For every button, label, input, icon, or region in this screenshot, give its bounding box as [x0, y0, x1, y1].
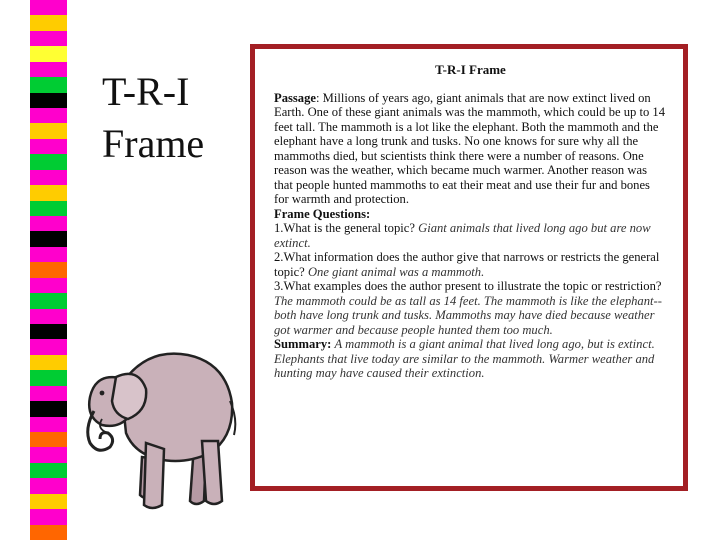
question-3-answer: The mammoth could be as tall as 14 feet. The mammoth is like the elephant--both have long trunk and tusks. Mammoths may have died because weather got warmer and because people hunted them too much. [274, 293, 662, 337]
decorative-stripe [30, 0, 67, 540]
stripe-block [30, 339, 67, 355]
stripe-block [30, 108, 67, 124]
question-2-answer: One giant animal was a mammoth. [307, 264, 485, 279]
passage [274, 91, 667, 207]
question-2 [274, 250, 667, 279]
stripe-block [30, 231, 67, 247]
question-3-text: 3.What examples does the author present to illustrate the topic or restriction? [274, 279, 662, 293]
stripe-block [30, 123, 67, 139]
stripe-block [30, 93, 67, 109]
summary-label: Summary: [274, 337, 332, 351]
stripe-block [30, 386, 67, 402]
stripe-block [30, 478, 67, 494]
stripe-block [30, 139, 67, 155]
passage-label: Passage [274, 90, 316, 105]
stripe-block [30, 463, 67, 479]
stripe-block [30, 262, 67, 278]
summary [274, 337, 667, 381]
stripe-block [30, 293, 67, 309]
stripe-block [30, 62, 67, 78]
document-title: T-R-I Frame [435, 62, 506, 77]
stripe-block [30, 0, 67, 16]
slide-title [102, 66, 204, 170]
stripe-block [30, 15, 67, 31]
stripe-block [30, 201, 67, 217]
question-3 [274, 279, 667, 337]
summary-text: A mammoth is a giant animal that lived long ago, but is extinct. Elephants that live today are similar to the mammoth. Warmer weather and hunting may have caused their extinction. [274, 337, 655, 380]
stripe-block [30, 309, 67, 325]
stripe-block [30, 355, 67, 371]
question-1-answer: Giant animals that lived long ago but are now extinct. [274, 221, 651, 250]
stripe-block [30, 370, 67, 386]
stripe-block [30, 447, 67, 463]
slide-title-line2: Frame [102, 121, 205, 166]
stripe-block [30, 401, 67, 417]
question-1-text: 1.What is the general topic? [274, 221, 415, 235]
stripe-block [30, 324, 67, 340]
stripe-block [30, 417, 67, 433]
stripe-block [30, 31, 67, 47]
stripe-block [30, 185, 67, 201]
frame-questions-heading: Frame Questions: [274, 206, 371, 221]
stripe-block [30, 247, 67, 263]
stripe-block [30, 278, 67, 294]
stripe-block [30, 46, 67, 62]
tri-frame-document [250, 44, 688, 491]
passage-text: : Millions of years ago, giant animals that are now extinct lived on Earth. One of these giant animals was the mammoth, which could be up to 14 feet tall. The mammoth is a lot like the elephant. Both the mammoth and the elephant have a long trunk and tusks. No one knows for sure why all the mammoths died, but scientists think there were a number of reasons. One reason was the weather, which became much warmer. Another reason was that people hunted mammoths to eat their meat and use their fur and bones for warmth and protection. [274, 90, 666, 206]
question-2-text: 2.What information does the author give that narrows or restricts the general topic? [274, 250, 660, 279]
stripe-block [30, 525, 67, 540]
elephant-clipart [76, 345, 238, 515]
stripe-block [30, 494, 67, 510]
stripe-block [30, 154, 67, 170]
stripe-block [30, 432, 67, 448]
stripe-block [30, 170, 67, 186]
stripe-block [30, 216, 67, 232]
question-1 [274, 221, 667, 250]
stripe-block [30, 509, 67, 525]
stripe-block [30, 77, 67, 93]
slide-title-line1: T-R-I [102, 69, 190, 114]
